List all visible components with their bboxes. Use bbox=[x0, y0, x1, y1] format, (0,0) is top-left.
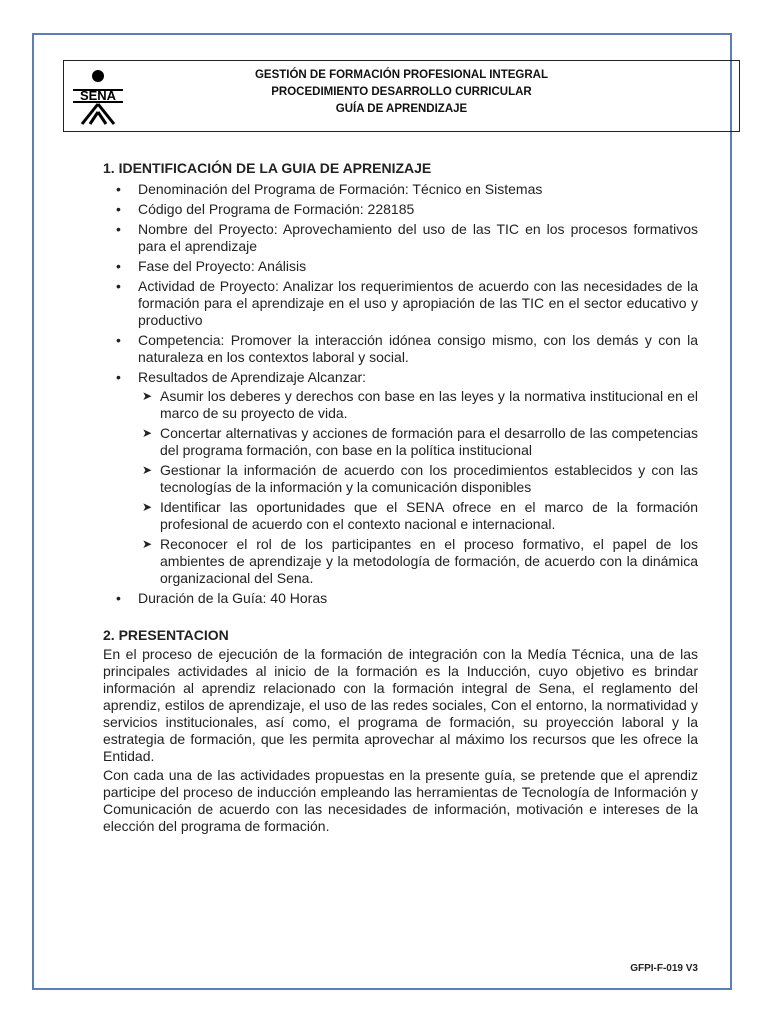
result-item bbox=[138, 462, 698, 496]
list-item-results bbox=[103, 369, 698, 587]
arrow-bullet-icon: ➤ bbox=[142, 389, 153, 403]
presentation-paragraph-2: Con cada una de las actividades propuestas en la presente guía, se pretende que el aprendiz participe del proceso de inducción empleando las herramientas de Tecnología de Información y Comunicación de acuerdo con las necesidades de información, motivación e intereses de la elección del programa de formación. bbox=[103, 767, 698, 834]
result-text: Gestionar la información de acuerdo con los procedimientos establecidos y con las tecnologías de la información y la comunicación disponibles bbox=[160, 462, 698, 495]
list-item: • Actividad de Proyecto: Analizar los requerimientos de acuerdo con las necesidades de la formación para el aprendizaje en el uso y apropiación de las TIC en el sector educativo y productivo bbox=[103, 278, 698, 329]
form-code: GFPI-F-019 V3 bbox=[630, 963, 698, 974]
list-item: • Denominación del Programa de Formación: Técnico en Sistemas bbox=[103, 181, 698, 198]
section2 bbox=[103, 627, 698, 835]
result-item bbox=[138, 388, 698, 422]
list-item: • Nombre del Proyecto: Aprovechamiento del uso de las TIC en los procesos formativos para el aprendizaje bbox=[103, 221, 698, 255]
arrow-bullet-icon: ➤ bbox=[142, 537, 153, 551]
result-text: Concertar alternativas y acciones de formación para el desarrollo de las competencias del programa formación, con base en la política institucional bbox=[160, 425, 698, 458]
document-header bbox=[63, 60, 740, 132]
arrow-bullet-icon: ➤ bbox=[142, 463, 153, 477]
arrow-bullet-icon: ➤ bbox=[142, 500, 153, 514]
result-item bbox=[138, 425, 698, 459]
header-line-1: GESTIÓN DE FORMACIÓN PROFESIONAL INTEGRAL bbox=[254, 69, 549, 81]
section1-title: 1. IDENTIFICACIÓN DE LA GUIA DE APRENIZAJE bbox=[103, 160, 432, 176]
list-item: • Fase del Proyecto: Análisis bbox=[103, 258, 698, 275]
logo-text: SENA bbox=[79, 88, 117, 103]
document-body bbox=[103, 160, 698, 835]
section2-title: 2. PRESENTACION bbox=[103, 627, 229, 643]
list-item-duration: • Duración de la Guía: 40 Horas bbox=[103, 590, 698, 607]
list-item: • Código del Programa de Formación: 228185 bbox=[103, 201, 698, 218]
result-item bbox=[138, 536, 698, 587]
arrow-bullet-icon: ➤ bbox=[142, 426, 153, 440]
list-item: • Competencia: Promover la interacción idónea consigo mismo, con los demás y con la naturaleza en los contextos laboral y social. bbox=[103, 332, 698, 366]
result-item bbox=[138, 499, 698, 533]
result-text: Identificar las oportunidades que el SENA ofrece en el marco de la formación profesional de acuerdo con el contexto nacional e internacional. bbox=[160, 499, 698, 532]
presentation-paragraph-1: En el proceso de ejecución de la formación de integración con la Medía Técnica, una de las principales actividades al inicio de la formación es la Inducción, cuyo objetivo es brindar información al aprendiz relacionado con la formación integral de Sena, el reglamento del aprendiz, estilos de aprendizaje, el uso de las redes sociales, Con el entorno, la normatividad y servicios institucionales, así como, el programa de formación, su proyección laboral y la estrategia de formación, que les permita aprovechar al máximo los recursos que les ofrece la Entidad. bbox=[103, 646, 698, 764]
header-title-block bbox=[64, 67, 739, 118]
results-list bbox=[138, 388, 698, 587]
identification-list bbox=[103, 181, 698, 607]
result-text: Asumir los deberes y derechos con base en las leyes y la normativa institucional en el marco de su proyecto de vida. bbox=[160, 388, 698, 421]
results-heading: Resultados de Aprendizaje Alcanzar: bbox=[138, 369, 367, 385]
header-line-2: PROCEDIMIENTO DESARROLLO CURRICULAR bbox=[271, 86, 532, 98]
result-text: Reconocer el rol de los participantes en el proceso formativo, el papel de los ambientes de aprendizaje y la metodología de formación, de acuerdo con la dinámica organizacional del Sena. bbox=[160, 536, 698, 586]
header-line-3: GUÍA DE APRENDIZAJE bbox=[335, 103, 468, 115]
